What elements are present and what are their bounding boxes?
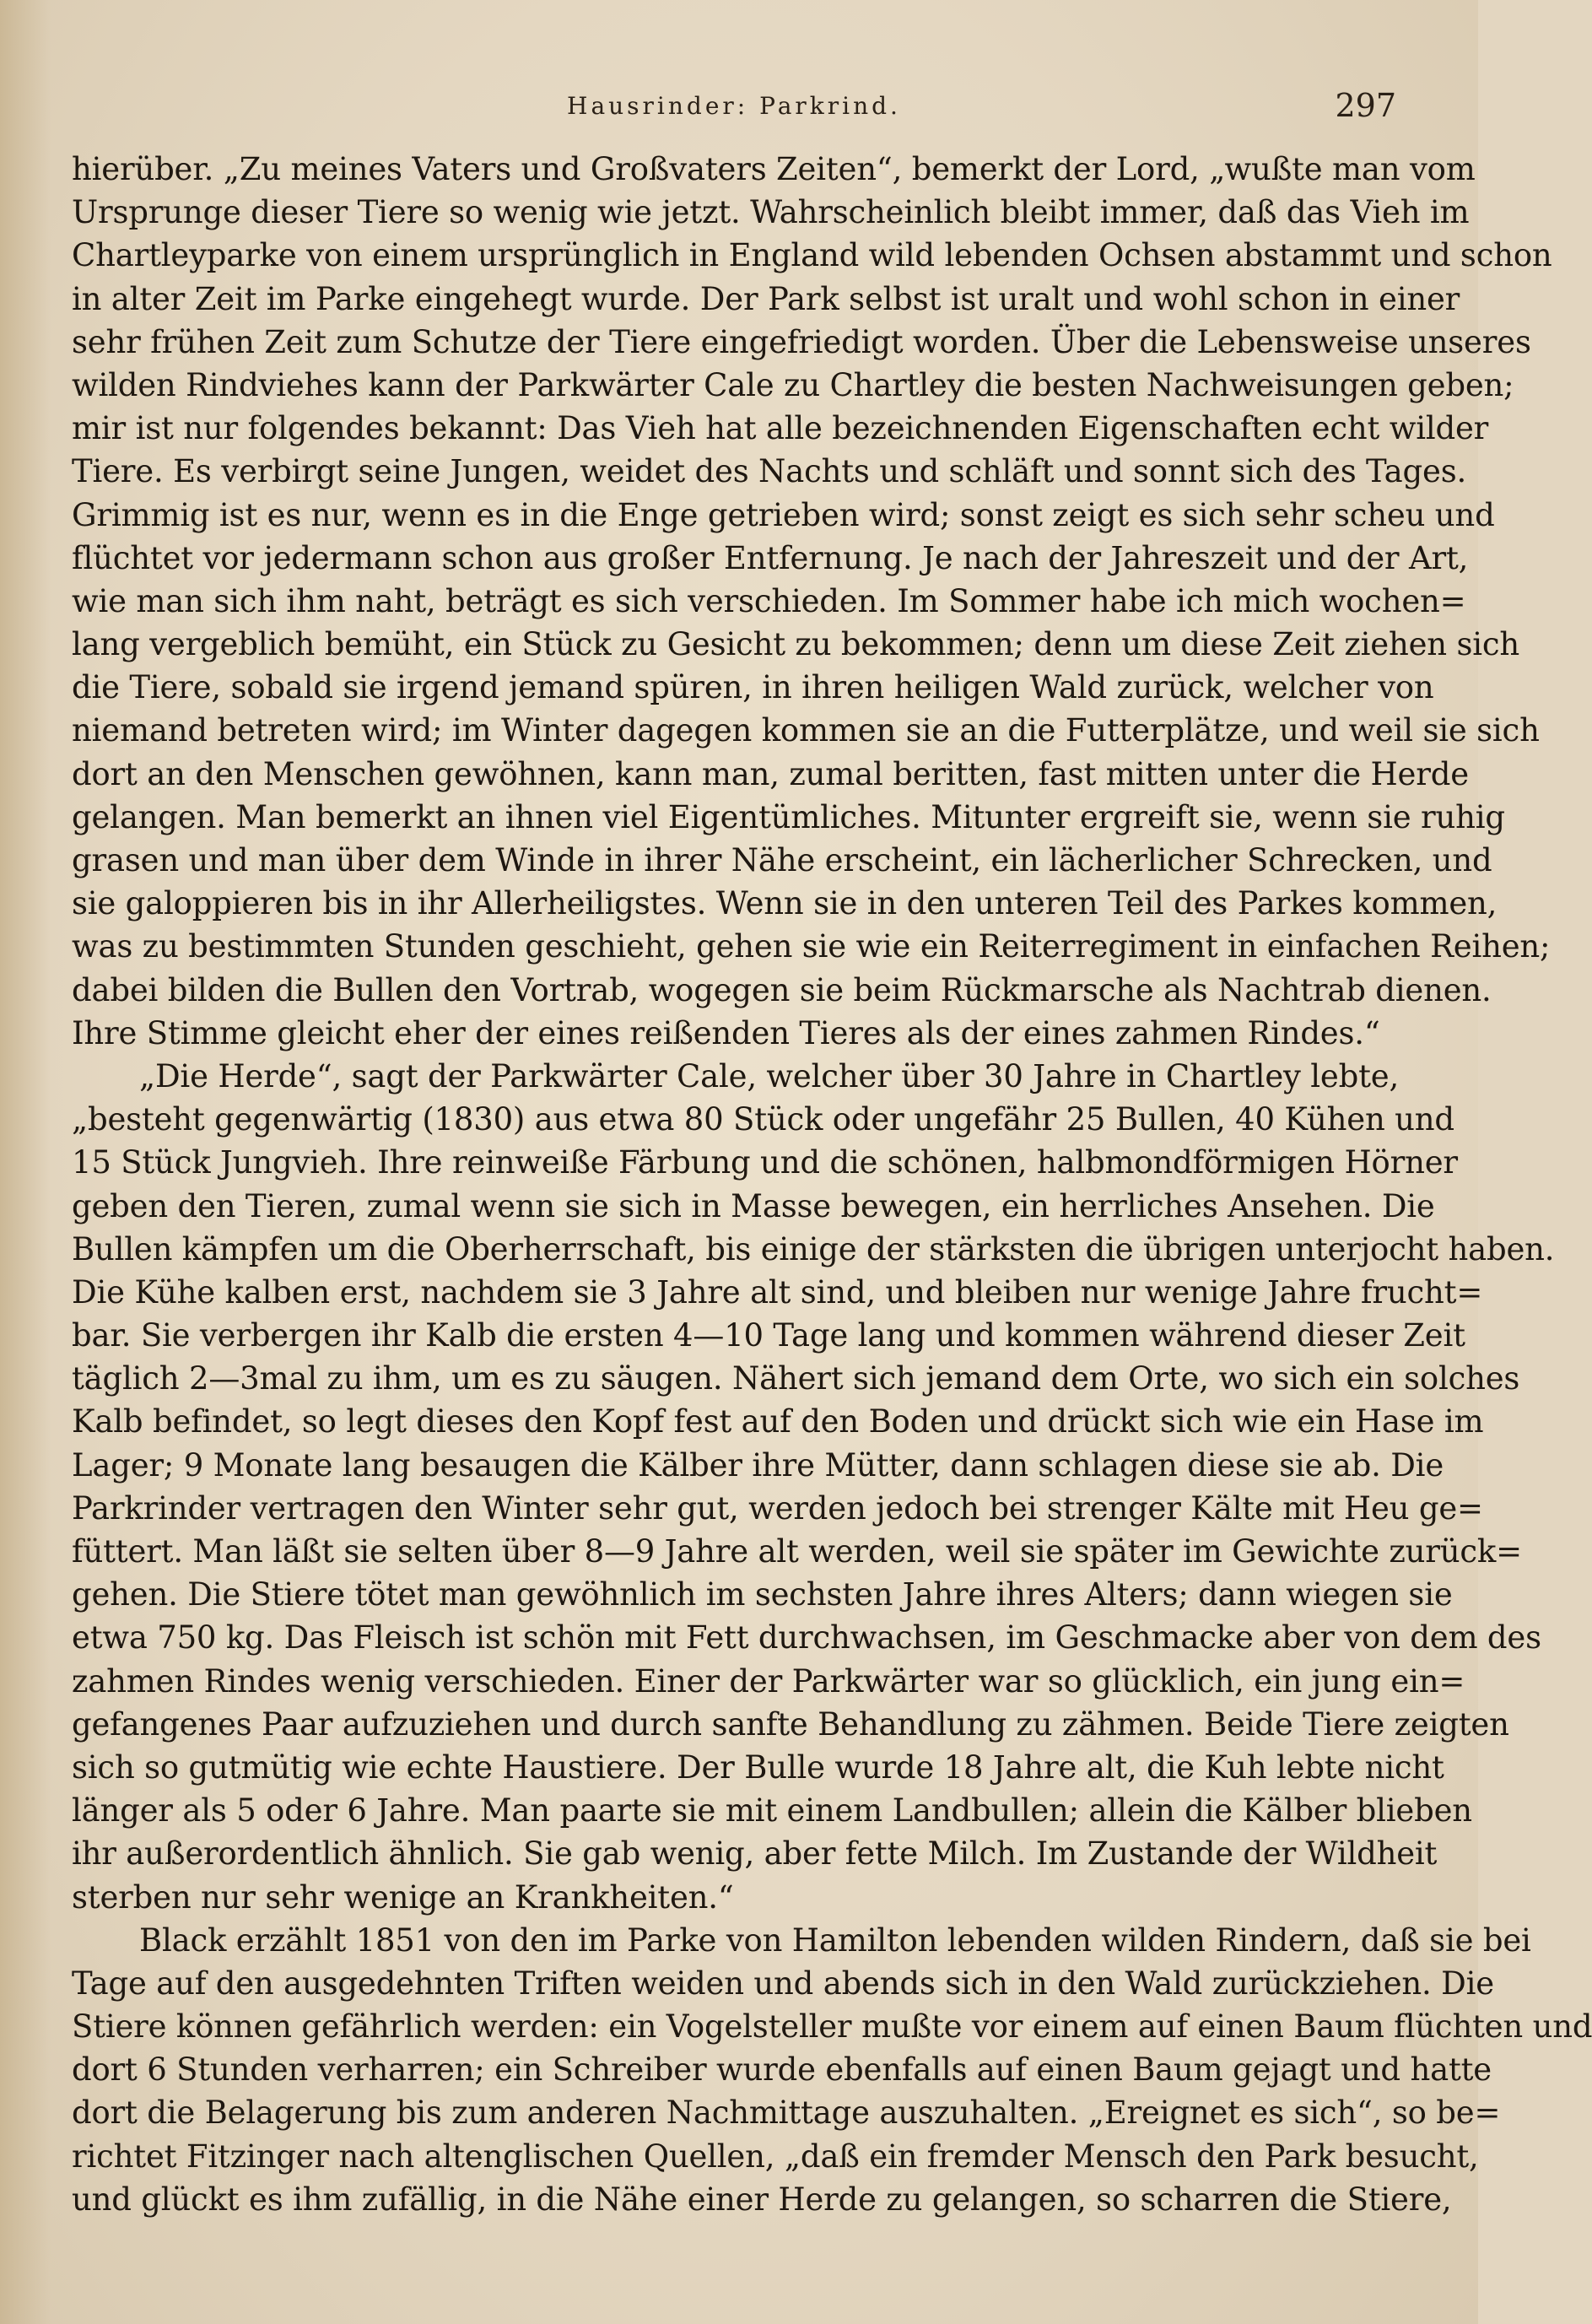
text-line: Tage auf den ausgedehnten Triften weiden und abends sich in den Wald zurückziehen. Die	[72, 1965, 1494, 2002]
text-line: was zu bestimmten Stunden geschieht, gehen sie wie ein Reiterregiment in einfachen Reihen;	[72, 928, 1551, 965]
text-line: dort 6 Stunden verharren; ein Schreiber wurde ebenfalls auf einen Baum gejagt und hatte	[72, 2051, 1492, 2089]
page-header	[72, 80, 1396, 131]
text-line: Kalb befindet, so legt dieses den Kopf fest auf den Boden und drückt sich wie ein Hase im	[72, 1403, 1484, 1440]
page-number: 297	[1335, 87, 1396, 124]
text-line: Die Kühe kalben erst, nachdem sie 3 Jahre alt sind, und bleiben nur wenige Jahre frucht=	[72, 1273, 1483, 1311]
text-line: „besteht gegenwärtig (1830) aus etwa 80 Stück oder ungefähr 25 Bullen, 40 Kühen und	[72, 1101, 1454, 1138]
text-line: gelangen. Man bemerkt an ihnen viel Eigentümliches. Mitunter ergreift sie, wenn sie ruhig	[72, 798, 1505, 835]
text-line: dabei bilden die Bullen den Vortrab, wogegen sie beim Rückmarsche als Nachtrab dienen.	[72, 971, 1492, 1008]
text-line: Tiere. Es verbirgt seine Jungen, weidet des Nachts und schläft und sonnt sich des Tages.	[72, 453, 1467, 490]
text-line: grasen und man über dem Winde in ihrer Nähe erscheint, ein lächerlicher Schrecken, und	[72, 842, 1492, 878]
text-line: mir ist nur folgendes bekannt: Das Vieh hat alle bezeichnenden Eigenschaften echt wilder	[72, 410, 1489, 447]
text-line: Bullen kämpfen um die Oberherrschaft, bis einige der stärksten die übrigen unterjocht haben.	[72, 1230, 1555, 1267]
text-line: gehen. Die Stiere tötet man gewöhnlich im sechsten Jahre ihres Alters; dann wiegen sie	[72, 1576, 1453, 1613]
text-line: Grimmig ist es nur, wenn es in die Enge getrieben wird; sonst zeigt es sich sehr scheu und	[72, 496, 1495, 533]
text-line: hierüber. „Zu meines Vaters und Großvaters Zeiten“, bemerkt der Lord, „wußte man vom	[72, 151, 1476, 187]
text-line: täglich 2—3mal zu ihm, um es zu säugen. Nähert sich jemand dem Orte, wo sich ein solches	[72, 1360, 1520, 1397]
text-line: in alter Zeit im Parke eingehegt wurde. Der Park selbst ist uralt und wohl schon in einer	[72, 280, 1460, 317]
text-line: Ursprunge dieser Tiere so wenig wie jetzt. Wahrscheinlich bleibt immer, daß das Vieh im	[72, 194, 1470, 231]
text-line: ihr außerordentlich ähnlich. Sie gab wenig, aber fette Milch. Im Zustande der Wildheit	[72, 1835, 1438, 1873]
text-line: Parkrinder vertragen den Winter sehr gut, werden jedoch bei strenger Kälte mit Heu ge=	[72, 1489, 1483, 1527]
text-line: sie galoppieren bis in ihr Allerheiligstes. Wenn sie in den unteren Teil des Parkes kommen,	[72, 885, 1498, 922]
text-line: gefangenes Paar aufzuziehen und durch sanfte Behandlung zu zähmen. Beide Tiere zeigten	[72, 1705, 1509, 1743]
text-line: etwa 750 kg. Das Fleisch ist schön mit Fett durchwachsen, im Geschmacke aber von dem des	[72, 1619, 1541, 1657]
text-line: „Die Herde“, sagt der Parkwärter Cale, welcher über 30 Jahre in Chartley lebte,	[139, 1057, 1400, 1094]
text-line: sterben nur sehr wenige an Krankheiten.“	[72, 1878, 734, 1916]
text-line: dort die Belagerung bis zum anderen Nachmittage auszuhalten. „Ereignet es sich“, so be=	[72, 2094, 1501, 2132]
text-line: flüchtet vor jedermann schon aus großer Entfernung. Je nach der Jahreszeit und der Art,	[72, 539, 1469, 576]
text-line: geben den Tieren, zumal wenn sie sich in Masse bewegen, ein herrliches Ansehen. Die	[72, 1187, 1435, 1224]
text-line: lang vergeblich bemüht, ein Stück zu Gesicht zu bekommen; denn um diese Zeit ziehen sich	[72, 626, 1520, 663]
text-line: die Tiere, sobald sie irgend jemand spüren, in ihren heiligen Wald zurück, welcher von	[72, 669, 1434, 706]
text-line: füttert. Man läßt sie selten über 8—9 Jahre alt werden, weil sie später im Gewichte zurück=	[72, 1533, 1522, 1570]
text-line: Black erzählt 1851 von den im Parke von Hamilton lebenden wilden Rindern, daß sie bei	[139, 1921, 1531, 1959]
text-line: und glückt es ihm zufällig, in die Nähe einer Herde zu gelangen, so scharren die Stiere,	[72, 2181, 1452, 2218]
running-head: Hausrinder: Parkrind.	[567, 92, 901, 120]
text-line: 15 Stück Jungvieh. Ihre reinweiße Färbung und die schönen, halbmondförmigen Hörner	[72, 1144, 1458, 1181]
text-line: bar. Sie verbergen ihr Kalb die ersten 4—10 Tage lang und kommen während dieser Zeit	[72, 1317, 1465, 1354]
text-line: sehr frühen Zeit zum Schutze der Tiere eingefriedigt worden. Über die Lebensweise unseres	[72, 323, 1531, 360]
text-line: dort an den Menschen gewöhnen, kann man, zumal beritten, fast mitten unter die Herde	[72, 755, 1469, 792]
text-line: zahmen Rindes wenig verschieden. Einer der Parkwärter war so glücklich, ein jung ein=	[72, 1662, 1465, 1700]
body-text	[72, 148, 1592, 2221]
text-line: niemand betreten wird; im Winter dagegen kommen sie an die Futterplätze, und weil sie sich	[72, 712, 1540, 749]
text-line: Chartleyparke von einem ursprünglich in England wild lebenden Ochsen abstammt und schon	[72, 237, 1552, 274]
text-line: wie man sich ihm naht, beträgt es sich verschieden. Im Sommer habe ich mich wochen=	[72, 582, 1466, 619]
text-line: Ihre Stimme gleicht eher der eines reißenden Tieres als der eines zahmen Rindes.“	[72, 1014, 1380, 1051]
text-line: wilden Rindviehes kann der Parkwärter Cale zu Chartley die besten Nachweisungen geben;	[72, 366, 1514, 403]
text-line: Stiere können gefährlich werden: ein Vogelsteller mußte vor einem auf einen Baum flüchten und	[72, 2008, 1592, 2046]
text-line: länger als 5 oder 6 Jahre. Man paarte sie mit einem Landbullen; allein die Kälber blieben	[72, 1792, 1472, 1829]
text-line: richtet Fitzinger nach altenglischen Quellen, „daß ein fremder Mensch den Park besucht,	[72, 2138, 1479, 2175]
text-line: sich so gutmütig wie echte Haustiere. Der Bulle wurde 18 Jahre alt, die Kuh lebte nicht	[72, 1748, 1444, 1786]
text-line: Lager; 9 Monate lang besaugen die Kälber ihre Mütter, dann schlagen diese sie ab. Die	[72, 1446, 1444, 1484]
